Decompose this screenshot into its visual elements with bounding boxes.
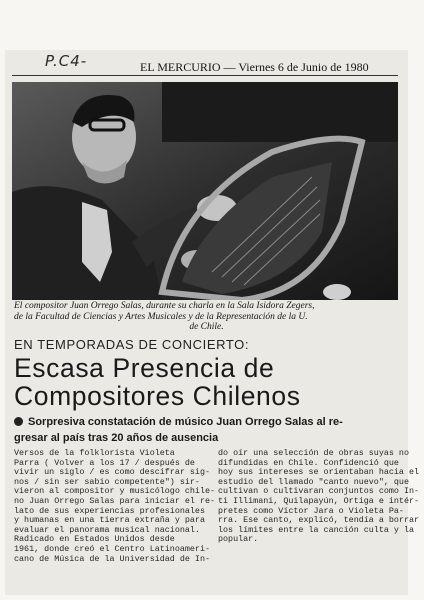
body-line: no Juan Orrego Salas para iniciar el re- <box>14 495 216 506</box>
masthead: EL MERCURIO — Viernes 6 de Junio de 1980 <box>140 60 369 74</box>
caption-line: de la Facultad de Ciencias y Artes Musicales y de la Representación de la U. <box>14 311 308 322</box>
body-line: y humanas en una tierra extraña y para <box>14 515 205 526</box>
kicker: EN TEMPORADAS DE CONCIERTO: <box>14 337 250 352</box>
body-line: hoy sus intereses se orientaban hacia el <box>218 467 420 478</box>
body-line: rra. Ese canto, explicó, tendía a borrar <box>218 515 420 526</box>
body-line: estudio del llamado "canto nuevo", que <box>218 476 409 487</box>
body-line: pretes como Víctor Jara o Violeta Pa- <box>218 505 404 516</box>
body-line: cano de Música de la Universidad de In- <box>14 553 211 564</box>
headline-line: Compositores Chilenos <box>14 381 301 411</box>
body-line: evaluar el panorama musical nacional. <box>14 524 200 535</box>
masthead-rule <box>12 75 398 76</box>
body-line: difundidas en Chile. Confidenció que <box>218 457 399 468</box>
body-line: cultivan o cultivaran conjuntos como In- <box>218 486 420 497</box>
body-line: vieron al compositor y musicólogo chile- <box>14 486 216 497</box>
body-line: los límites entre la canción culta y la <box>218 524 415 535</box>
body-line: ti Illimani, Quilapayún, Ortiga e intér- <box>218 495 420 506</box>
subheadline-line: Sorpresiva constatación de músico Juan Orrego Salas al re- <box>28 416 343 428</box>
subheadline-line: gresar al país tras 20 años de ausencia <box>14 432 219 444</box>
subheadline <box>14 414 399 446</box>
body-line: Radicado en Estados Unidos desde <box>14 534 175 545</box>
body-line: nos / sin ser sabio competente") sir- <box>14 476 200 487</box>
headline <box>14 354 399 410</box>
bullet-icon <box>14 417 23 426</box>
body-line: 1961, donde creó el Centro Latinoameri- <box>14 543 211 554</box>
body-column-2 <box>218 448 420 545</box>
body-line: Parra ( Volver a los 17 / después de <box>14 457 195 468</box>
body-line: vivir un siglo / es como descifrar sig- <box>14 467 211 478</box>
photo <box>12 82 398 300</box>
body-line: Versos de la folklorista Violeta <box>14 448 175 458</box>
body-line: do oír una selección de obras suyas no <box>218 448 409 458</box>
handwritten-note: P.C4- <box>45 52 88 70</box>
body-column-1 <box>14 449 214 564</box>
caption-line: de Chile. <box>189 322 224 332</box>
headline-line: Escasa Presencia de <box>14 353 275 383</box>
body-line: popular. <box>218 534 259 545</box>
caption-line: El compositor Juan Orrego Salas, durante su charla en la Sala Isidora Zegers, <box>14 301 315 311</box>
body-line: lato de sus experiencias profesionales <box>14 505 205 516</box>
photo-pianist-portrait-icon <box>12 82 398 300</box>
photo-caption <box>14 301 399 333</box>
